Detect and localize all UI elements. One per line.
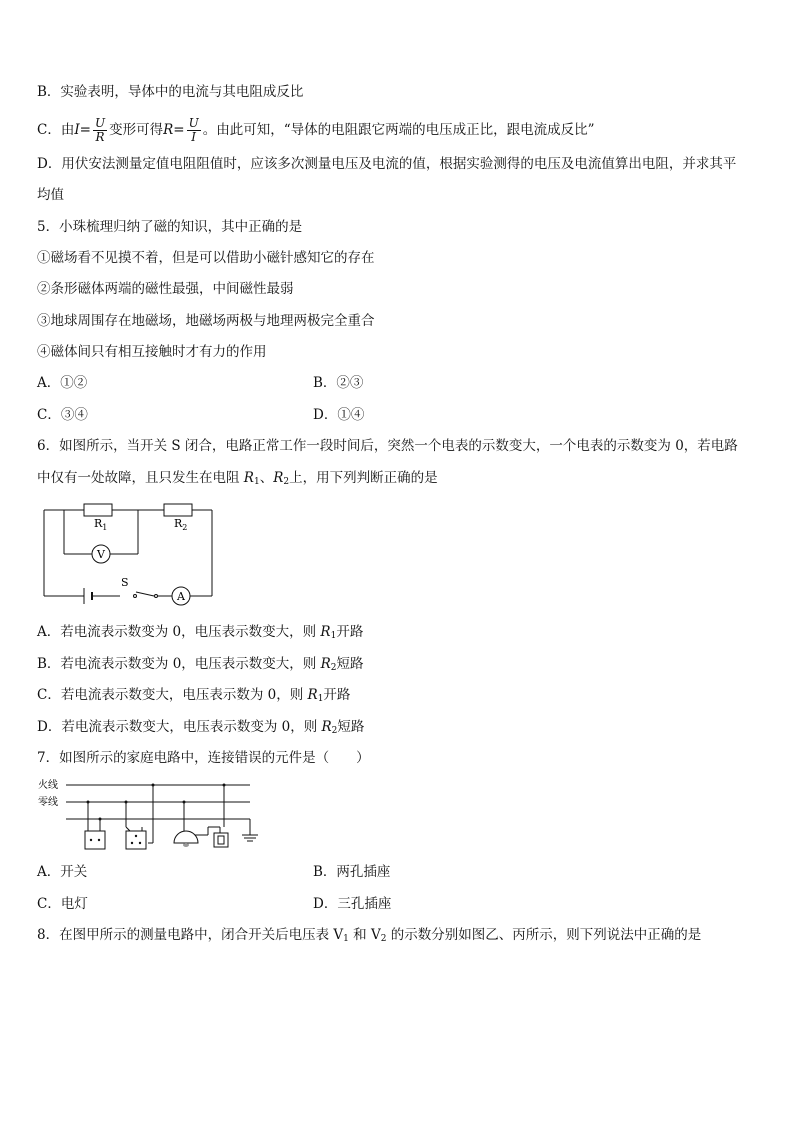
formula1-denominator: R [95, 129, 105, 144]
r-subscript: 2 [330, 663, 337, 673]
q4-option-d-line2: 均值 [37, 187, 64, 203]
r1-symbol: R [243, 470, 254, 486]
q5-option-d: D．①④ [313, 407, 365, 423]
r2-symbol: R [273, 470, 284, 486]
q6-option-b [37, 655, 364, 677]
lamp [174, 831, 198, 847]
r-symbol: R [307, 687, 318, 703]
q5-statement-4: ④磁体间只有相互接触时才有力的作用 [37, 344, 267, 360]
voltmeter-label: V [97, 548, 105, 561]
separator: 、 [259, 470, 274, 486]
formula1-lhs: I= [74, 122, 91, 138]
resistor-r2 [164, 504, 192, 516]
q5-statement-1: ①磁场看不见摸不着，但是可以借助小磁针感知它的存在 [37, 250, 375, 266]
q4-option-c-prefix: C．由 [37, 122, 75, 138]
q6-circuit-diagram [38, 498, 218, 613]
q5-option-a: A．①② [37, 375, 88, 391]
q7-stem: 7．如图所示的家庭电路中，连接错误的元件是（ ） [37, 750, 370, 766]
r-subscript: 1 [330, 631, 337, 641]
two-hole-socket [85, 831, 105, 849]
r-symbol: R [320, 656, 331, 672]
r-subscript: 1 [317, 694, 324, 704]
r-symbol: R [321, 719, 332, 735]
q4-option-d-line1: D．用伏安法测量定值电阻阻值时，应该多次测量电压及电流的值，根据实验测得的电压及电流值算出电阻，并求其平 [37, 156, 737, 172]
q6-option-d [37, 718, 364, 740]
battery [84, 588, 92, 604]
switch-label: S [121, 576, 129, 589]
q8-stem-part1: 8．在图甲所示的测量电路中，闭合开关后电压表 V [37, 927, 344, 943]
q6-stem-text: 中仅有一处故障，且只发生在电阻 [37, 470, 244, 486]
formula1-numerator: U [95, 115, 106, 130]
q4-option-c-suffix: 。由此可知，“导体的电阻跟它两端的电压成正比，跟电流成反比” [202, 122, 595, 138]
live-wire-label: 火线 [38, 780, 58, 791]
formula2-numerator: U [188, 115, 199, 130]
q6-option-a-text: A．若电流表示数变为 0，电压表示数变大，则 [37, 624, 321, 640]
r2-subscript: 2 [283, 477, 290, 487]
formula2-fraction [187, 117, 201, 144]
q7-option-c: C．电灯 [37, 896, 88, 912]
q5-stem: 5．小珠梳理归纳了磁的知识，其中正确的是 [37, 219, 303, 235]
q6-stem-line2 [37, 469, 438, 491]
q7-household-circuit-diagram [38, 775, 268, 855]
v2-subscript: 2 [380, 934, 387, 944]
resistor-r1 [84, 504, 112, 516]
formula2-denominator: I [191, 129, 197, 144]
q4-option-c-middle: 变形可得 [109, 122, 164, 138]
ammeter-label: A [177, 590, 185, 603]
q5-option-c: C．③④ [37, 407, 88, 423]
three-hole-socket [126, 831, 146, 849]
q6-option-c [37, 686, 350, 708]
q8-stem [37, 926, 701, 948]
q4-option-b: B．实验表明，导体中的电流与其电阻成反比 [37, 84, 304, 100]
q6-option-c-text: C．若电流表示数变大，电压表示数为 0，则 [37, 687, 308, 703]
q6-option-d-end: 短路 [337, 719, 365, 735]
q8-stem-part2: 和 V [348, 927, 381, 943]
wall-switch [214, 833, 228, 847]
r2-label: $R_2$ [174, 517, 188, 532]
q7-option-a: A．开关 [37, 864, 88, 880]
q6-option-d-text: D．若电流表示数变大，电压表示数变为 0，则 [37, 719, 322, 735]
q6-stem-line1: 6．如图所示，当开关 S 闭合，电路正常工作一段时间后，突然一个电表的示数变大，一个电表的示数变为 0，若电路 [37, 438, 738, 454]
q5-option-b: B．②③ [313, 375, 364, 391]
q6-option-a [37, 623, 363, 645]
neutral-wire-label: 零线 [38, 797, 58, 808]
q7-option-d: D．三孔插座 [313, 896, 392, 912]
q6-option-b-end: 短路 [336, 656, 364, 672]
q5-statement-3: ③地球周围存在地磁场，地磁场两极与地理两极完全重合 [37, 313, 375, 329]
v1-subscript: 1 [343, 934, 349, 944]
q6-option-a-end: 开路 [336, 624, 364, 640]
q4-option-c [37, 113, 595, 147]
formula1-fraction [93, 117, 107, 144]
r-subscript: 2 [331, 726, 338, 736]
r1-subscript: 1 [253, 477, 260, 487]
q6-option-c-end: 开路 [323, 687, 351, 703]
q6-stem-text-end: 上，用下列判断正确的是 [289, 470, 438, 486]
formula2-lhs: R= [163, 122, 185, 138]
q5-statement-2: ②条形磁体两端的磁性最强，中间磁性最弱 [37, 281, 294, 297]
r-symbol: R [320, 624, 331, 640]
q6-option-b-text: B．若电流表示数变为 0，电压表示数变大，则 [37, 656, 321, 672]
q8-stem-part3: 的示数分别如图乙、丙所示，则下列说法中正确的是 [386, 927, 702, 943]
q7-option-b: B．两孔插座 [313, 864, 391, 880]
r1-label: $R_1$ [94, 517, 108, 532]
